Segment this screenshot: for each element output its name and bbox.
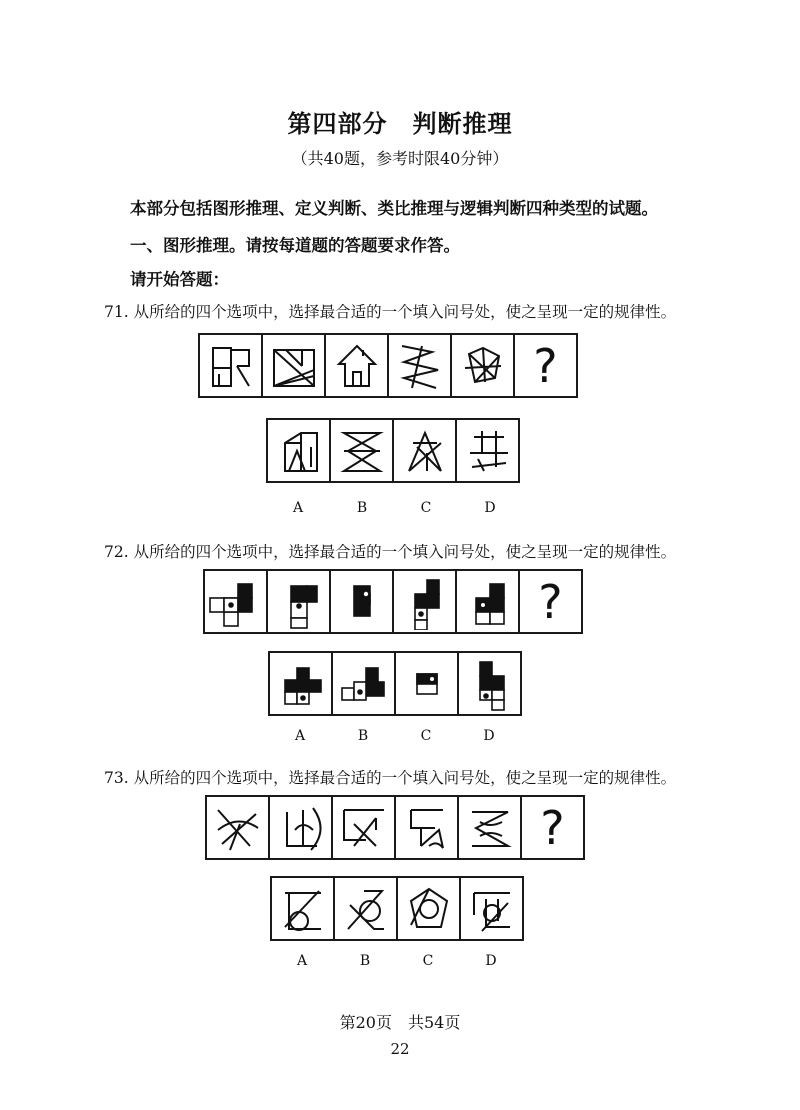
q73-figure-2	[270, 797, 333, 858]
question-72-text: 72. 从所给的四个选项中，选择最合适的一个填入问号处，使之呈现一定的规律性。	[104, 543, 677, 561]
intro-line-1: 本部分包括图形推理、定义判断、类比推理与逻辑判断四种类型的试题。	[130, 199, 658, 218]
page-subtitle: （共40题，参考时限40分钟）	[291, 149, 509, 168]
question-73-sequence	[205, 795, 585, 860]
intro-line-2: 一、图形推理。请按每道题的答题要求作答。	[130, 236, 460, 255]
q72-label-a: A	[294, 728, 306, 744]
q72-option-a-figure[interactable]	[270, 653, 333, 714]
q72-option-d-figure[interactable]	[459, 653, 520, 714]
q71-question-cell	[515, 335, 576, 396]
intro-line-3: 请开始答题：	[130, 270, 229, 289]
q72-option-b-figure[interactable]	[333, 653, 396, 714]
question-mark: ?	[540, 800, 565, 855]
q71-option-d-figure[interactable]	[457, 420, 518, 481]
q72-figure-3	[331, 571, 394, 632]
page-title: 第四部分 判断推理	[287, 110, 513, 138]
q73-option-c-figure[interactable]	[398, 878, 461, 939]
q71-figure-4	[389, 335, 452, 396]
q71-label-a: A	[292, 500, 304, 516]
q73-figure-3	[333, 797, 396, 858]
question-73-text: 73. 从所给的四个选项中，选择最合适的一个填入问号处，使之呈现一定的规律性。	[104, 769, 677, 787]
q71-option-c-figure[interactable]	[394, 420, 457, 481]
q72-label-d: D	[483, 728, 495, 744]
question-72-options	[268, 651, 522, 716]
question-71-options	[266, 418, 520, 483]
q71-figure-5	[452, 335, 515, 396]
q71-option-b-figure[interactable]	[331, 420, 394, 481]
q71-option-a-figure[interactable]	[268, 420, 331, 481]
question-73-options	[270, 876, 524, 941]
q72-label-c: C	[420, 728, 432, 744]
page-number: 22	[390, 1040, 410, 1058]
q72-figure-1	[205, 571, 268, 632]
question-mark: ?	[538, 574, 563, 629]
q71-figure-3	[326, 335, 389, 396]
q72-figure-4	[394, 571, 457, 632]
q71-label-c: C	[420, 500, 432, 516]
q71-label-d: D	[484, 500, 496, 516]
q73-option-d-figure[interactable]	[461, 878, 522, 939]
q73-label-a: A	[296, 953, 308, 969]
q72-figure-5	[457, 571, 520, 632]
q72-option-c-figure[interactable]	[396, 653, 459, 714]
q71-figure-1	[200, 335, 263, 396]
q73-figure-4	[396, 797, 459, 858]
question-71-sequence	[198, 333, 578, 398]
q72-question-cell	[520, 571, 581, 632]
q73-figure-1	[207, 797, 270, 858]
question-72-sequence	[203, 569, 583, 634]
q73-figure-5	[459, 797, 522, 858]
page-footer: 第20页 共54页	[339, 1013, 461, 1032]
q73-question-cell	[522, 797, 583, 858]
question-71-text: 71. 从所给的四个选项中，选择最合适的一个填入问号处，使之呈现一定的规律性。	[104, 303, 677, 321]
q71-label-b: B	[356, 500, 368, 516]
q72-figure-2	[268, 571, 331, 632]
q73-option-b-figure[interactable]	[335, 878, 398, 939]
q73-label-c: C	[422, 953, 434, 969]
question-mark: ?	[533, 338, 558, 393]
q73-label-b: B	[359, 953, 371, 969]
q71-figure-2	[263, 335, 326, 396]
q73-label-d: D	[485, 953, 497, 969]
q73-option-a-figure[interactable]	[272, 878, 335, 939]
q72-label-b: B	[357, 728, 369, 744]
